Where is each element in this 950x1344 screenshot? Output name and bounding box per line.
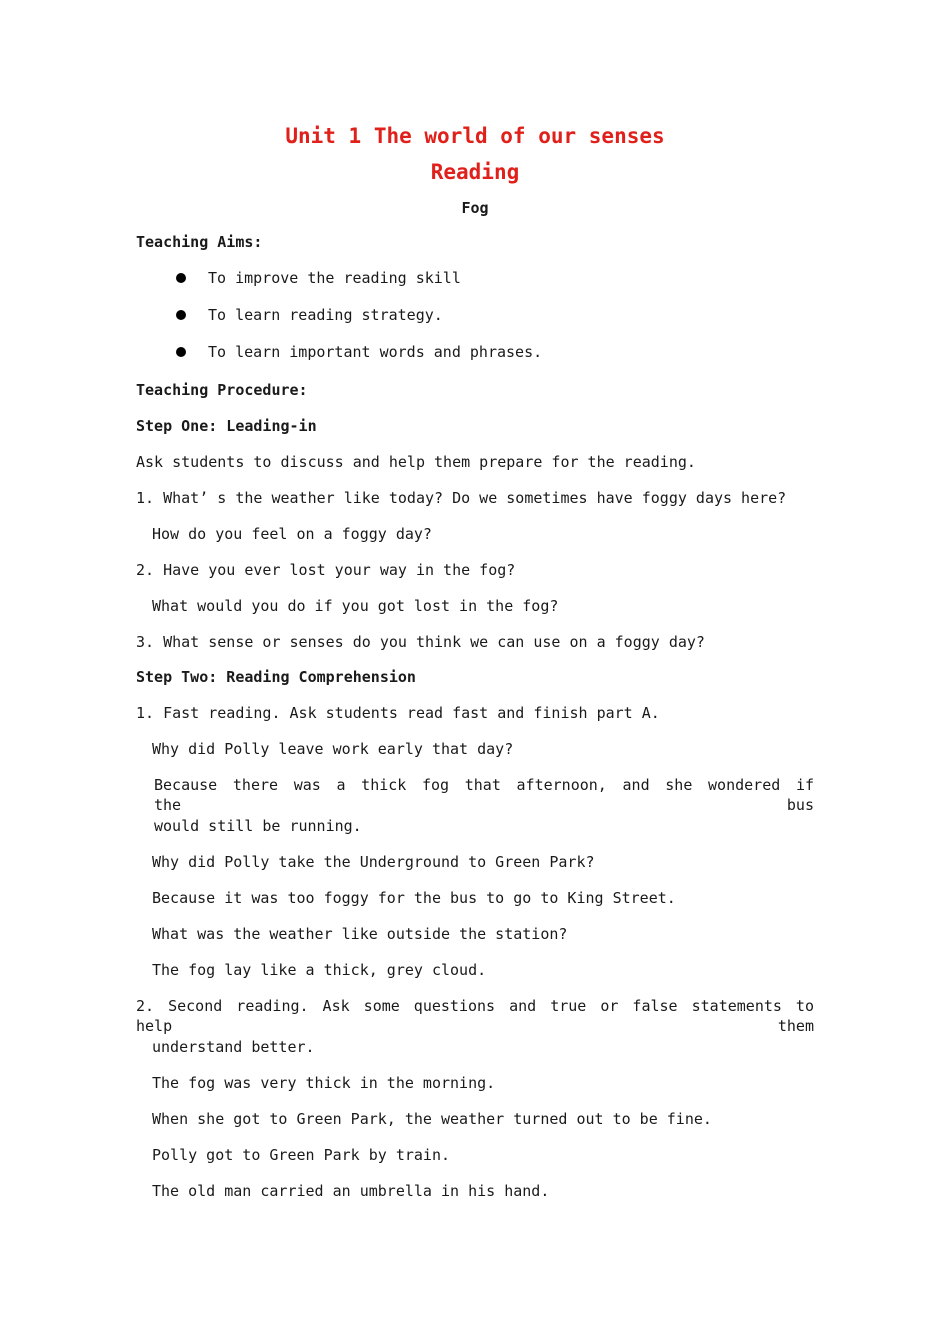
fast-answer-1-line-1: Because there was a thick fog that afternoon, and she wondered if the bus <box>154 776 814 814</box>
fast-question-1: Why did Polly leave work early that day? <box>152 740 514 758</box>
statement-2: When she got to Green Park, the weather turned out to be fine. <box>152 1110 712 1128</box>
topic-heading: Fog <box>461 199 489 217</box>
fast-answer-3: The fog lay like a thick, grey cloud. <box>152 961 487 979</box>
document-subtitle: Reading <box>430 160 520 184</box>
statement-4: The old man carried an umbrella in his hand. <box>152 1182 550 1200</box>
aims-heading: Teaching Aims: <box>136 233 263 251</box>
bullet-icon <box>176 347 186 357</box>
question-1: 1. What’ s the weather like today? Do we sometimes have foggy days here? <box>136 489 787 507</box>
step-one-heading: Step One: Leading-in <box>136 417 317 435</box>
bullet-icon <box>176 273 186 283</box>
fast-question-2: Why did Polly take the Underground to Green Park? <box>152 853 595 871</box>
second-reading-line-2: understand better. <box>152 1038 315 1056</box>
question-2: 2. Have you ever lost your way in the fog? <box>136 561 516 579</box>
statement-3: Polly got to Green Park by train. <box>152 1146 451 1164</box>
fast-reading: 1. Fast reading. Ask students read fast and finish part A. <box>136 704 660 722</box>
question-3: 3. What sense or senses do you think we can use on a foggy day? <box>136 633 705 651</box>
fast-answer-2: Because it was too foggy for the bus to go to King Street. <box>152 889 676 907</box>
second-reading-line-1: 2. Second reading. Ask some questions and true or false statements to help them <box>136 997 814 1035</box>
fast-question-3: What was the weather like outside the station? <box>152 925 568 943</box>
step-two-heading: Step Two: Reading Comprehension <box>136 668 416 686</box>
statement-1: The fog was very thick in the morning. <box>152 1074 496 1092</box>
procedure-heading: Teaching Procedure: <box>136 381 308 399</box>
question-2-followup: What would you do if you got lost in the fog? <box>152 597 559 615</box>
fast-answer-1-line-2: would still be running. <box>154 817 362 835</box>
aim-item: To learn important words and phrases. <box>208 343 543 361</box>
question-1-followup: How do you feel on a foggy day? <box>152 525 432 543</box>
aim-item: To learn reading strategy. <box>208 306 443 324</box>
bullet-icon <box>176 310 186 320</box>
aim-item: To improve the reading skill <box>208 269 461 287</box>
document-title: Unit 1 The world of our senses <box>285 124 665 148</box>
step-one-intro: Ask students to discuss and help them prepare for the reading. <box>136 453 696 471</box>
